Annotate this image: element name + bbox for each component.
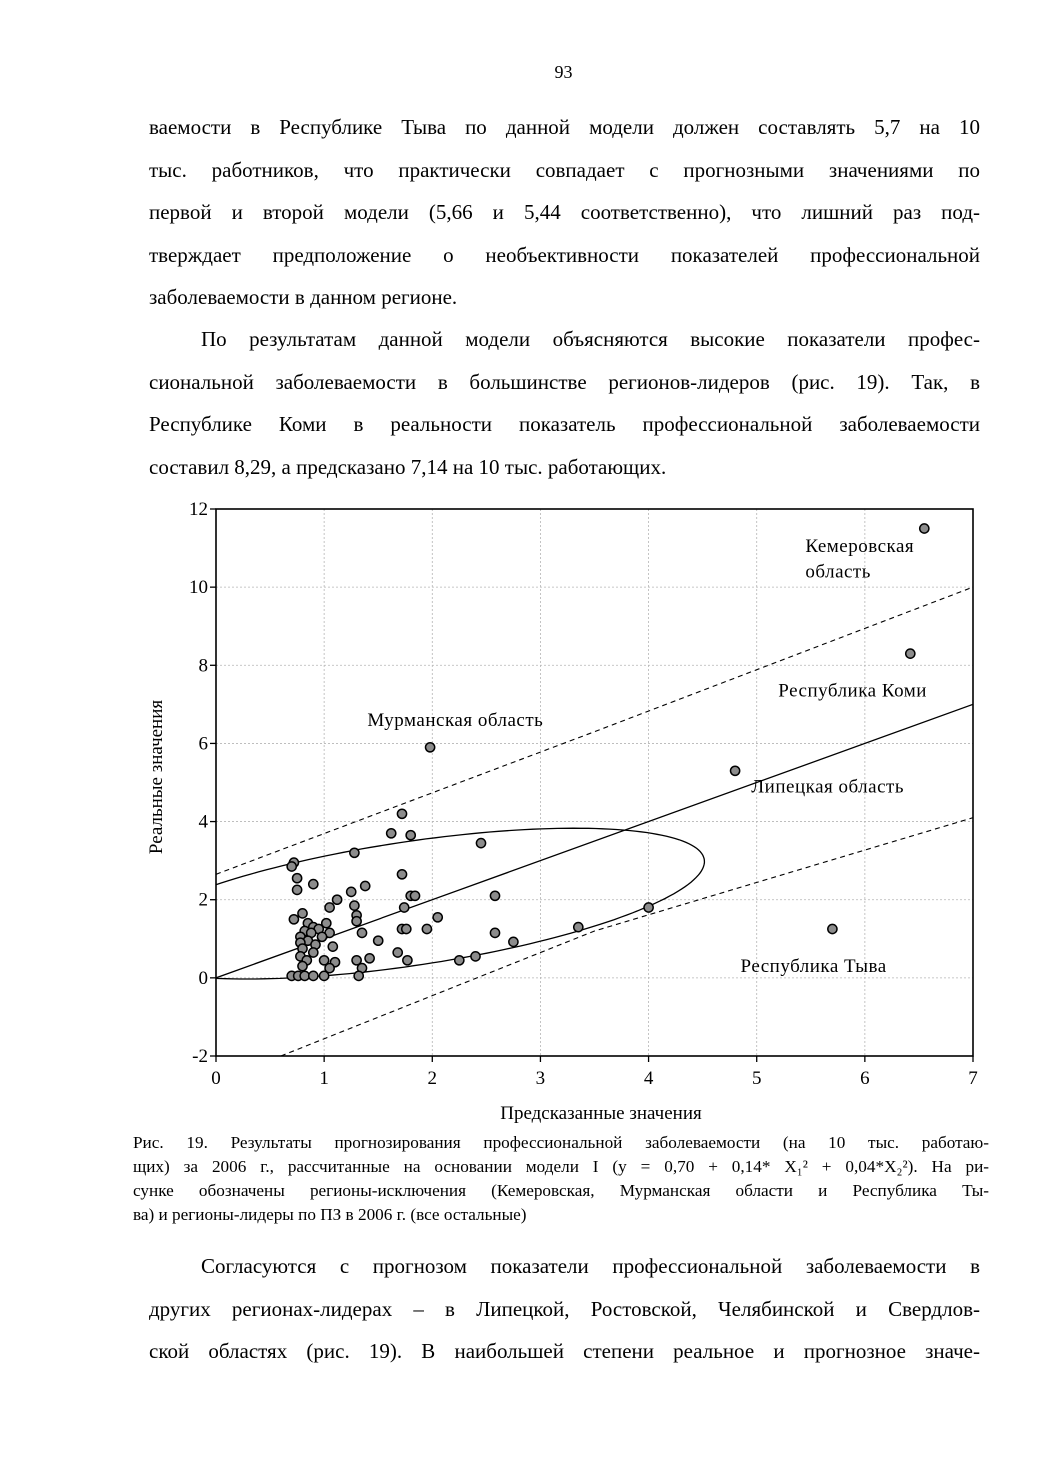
x-tick-label: 2 xyxy=(427,1068,438,1089)
data-point xyxy=(410,891,419,900)
data-point xyxy=(490,891,499,900)
prediction-band-upper xyxy=(216,587,973,874)
paragraph-1 xyxy=(149,106,980,319)
y-axis-label: Реальные значения xyxy=(146,699,167,855)
chart-annotation: Республика Тыва xyxy=(740,956,887,977)
data-point xyxy=(731,766,740,775)
data-point xyxy=(387,829,396,838)
data-point xyxy=(293,874,302,883)
data-point xyxy=(347,887,356,896)
x-tick-label: 4 xyxy=(643,1068,654,1089)
data-points xyxy=(287,524,929,981)
x-tick-label: 7 xyxy=(968,1068,978,1089)
x-tick-label: 1 xyxy=(319,1068,329,1089)
data-point xyxy=(298,909,307,918)
data-point xyxy=(455,956,464,965)
data-point xyxy=(433,913,442,922)
text-line: ваемости в Республике Тыва по данной модели должен составлять 5,7 на 10 xyxy=(149,115,980,139)
scatter-chart xyxy=(140,495,1000,1130)
data-point xyxy=(920,524,929,533)
caption-line: сунке обозначены регионы-исключения (Кемеровская, Мурманская области и Республика Ты- xyxy=(133,1181,989,1200)
data-point xyxy=(644,903,653,912)
y-tick-label: 12 xyxy=(189,499,208,520)
text-line: тверждает предположение о необъективности показателей профессиональной xyxy=(149,242,980,267)
caption-line: Рис. 19. Результаты прогнозирования профессиональной заболеваемости (на 10 тыс. работаю- xyxy=(133,1133,989,1152)
text-line: первой и второй модели (5,66 и 5,44 соответственно), что лишний раз под- xyxy=(149,200,980,224)
caption-line: ва) и регионы-лидеры по ПЗ в 2006 г. (все остальные) xyxy=(133,1205,527,1224)
data-point xyxy=(574,923,583,932)
y-tick-label: 2 xyxy=(198,889,208,911)
chart-annotation: Республика Коми xyxy=(778,680,927,702)
data-point xyxy=(350,901,359,910)
text-line: Республике Коми в реальности показатель профессиональной заболеваемости xyxy=(149,412,980,436)
data-point xyxy=(309,948,318,957)
figure-19 xyxy=(140,495,1000,1135)
text-line: других регионах-лидерах – в Липецкой, Ростовской, Челябинской и Свердлов- xyxy=(149,1296,980,1321)
data-point xyxy=(397,870,406,879)
data-point xyxy=(828,924,837,933)
data-point xyxy=(906,649,915,658)
text-line: По результатам данной модели объясняются высокие показатели профес- xyxy=(201,327,980,351)
data-point xyxy=(328,942,337,951)
data-point xyxy=(320,971,329,980)
y-tick-label: -2 xyxy=(192,1046,208,1067)
data-point xyxy=(365,954,374,963)
text-line: тыс. работников, что практически совпадает с прогнозными значениями по xyxy=(149,157,980,182)
y-tick-label: 8 xyxy=(198,655,208,677)
data-point xyxy=(471,952,480,961)
chart-annotation: область xyxy=(805,561,871,583)
data-point xyxy=(509,937,518,946)
data-point xyxy=(374,936,383,945)
data-point xyxy=(402,924,411,933)
prediction-band-lower xyxy=(281,818,973,1056)
chart-annotation: Мурманская область xyxy=(367,709,544,731)
page-number: 93 xyxy=(554,62,573,82)
data-point xyxy=(476,839,485,848)
data-point xyxy=(333,895,342,904)
data-point xyxy=(350,848,359,857)
text-line: сиональной заболеваемости в большинстве регионов-лидеров (рис. 19). Так, в xyxy=(149,369,980,394)
data-point xyxy=(325,903,334,912)
data-point xyxy=(400,903,409,912)
data-point xyxy=(309,880,318,889)
x-axis-label: Предсказанные значения xyxy=(500,1103,702,1124)
text-line: заболеваемости в данном регионе. xyxy=(149,285,458,309)
text-line: Согласуются с прогнозом показатели профессиональной заболеваемости в xyxy=(201,1254,980,1278)
data-point xyxy=(357,928,366,937)
data-point xyxy=(317,932,326,941)
x-tick-label: 6 xyxy=(860,1068,870,1089)
data-point xyxy=(352,956,361,965)
y-tick-label: 10 xyxy=(189,577,208,599)
data-point xyxy=(490,928,499,937)
x-tick-label: 3 xyxy=(535,1068,546,1089)
data-point xyxy=(422,924,431,933)
data-point xyxy=(406,831,415,840)
chart-annotation: Липецкая область xyxy=(751,776,905,798)
data-point xyxy=(309,971,318,980)
caption-line: щих) за 2006 г., рассчитанные на основании модели I (y = 0,70 + 0,14* X₁² + 0,04*X₂²). На ри- xyxy=(133,1157,989,1176)
text-line: ской областях (рис. 19). В наибольшей степени реальное и прогнозное значе- xyxy=(149,1339,980,1363)
data-point xyxy=(352,917,361,926)
x-tick-label: 5 xyxy=(751,1068,762,1089)
data-point xyxy=(426,743,435,752)
data-point xyxy=(393,948,402,957)
data-point xyxy=(300,971,309,980)
data-point xyxy=(354,971,363,980)
text-line: составил 8,29, а предсказано 7,14 на 10 тыс. работающих. xyxy=(149,454,667,479)
data-point xyxy=(287,862,296,871)
y-tick-label: 6 xyxy=(198,733,208,755)
x-tick-label: 0 xyxy=(211,1068,221,1089)
data-point xyxy=(397,809,406,818)
data-point xyxy=(403,956,412,965)
data-point xyxy=(361,881,370,890)
data-point xyxy=(298,962,307,971)
paragraph-3 xyxy=(149,1245,980,1373)
chart-annotation: Кемеровская xyxy=(805,536,915,557)
data-point xyxy=(289,915,298,924)
paragraph-2 xyxy=(149,318,980,488)
data-point xyxy=(293,885,302,894)
y-tick-label: 4 xyxy=(198,811,208,833)
figure-caption xyxy=(133,1131,989,1227)
y-tick-label: 0 xyxy=(198,967,208,989)
